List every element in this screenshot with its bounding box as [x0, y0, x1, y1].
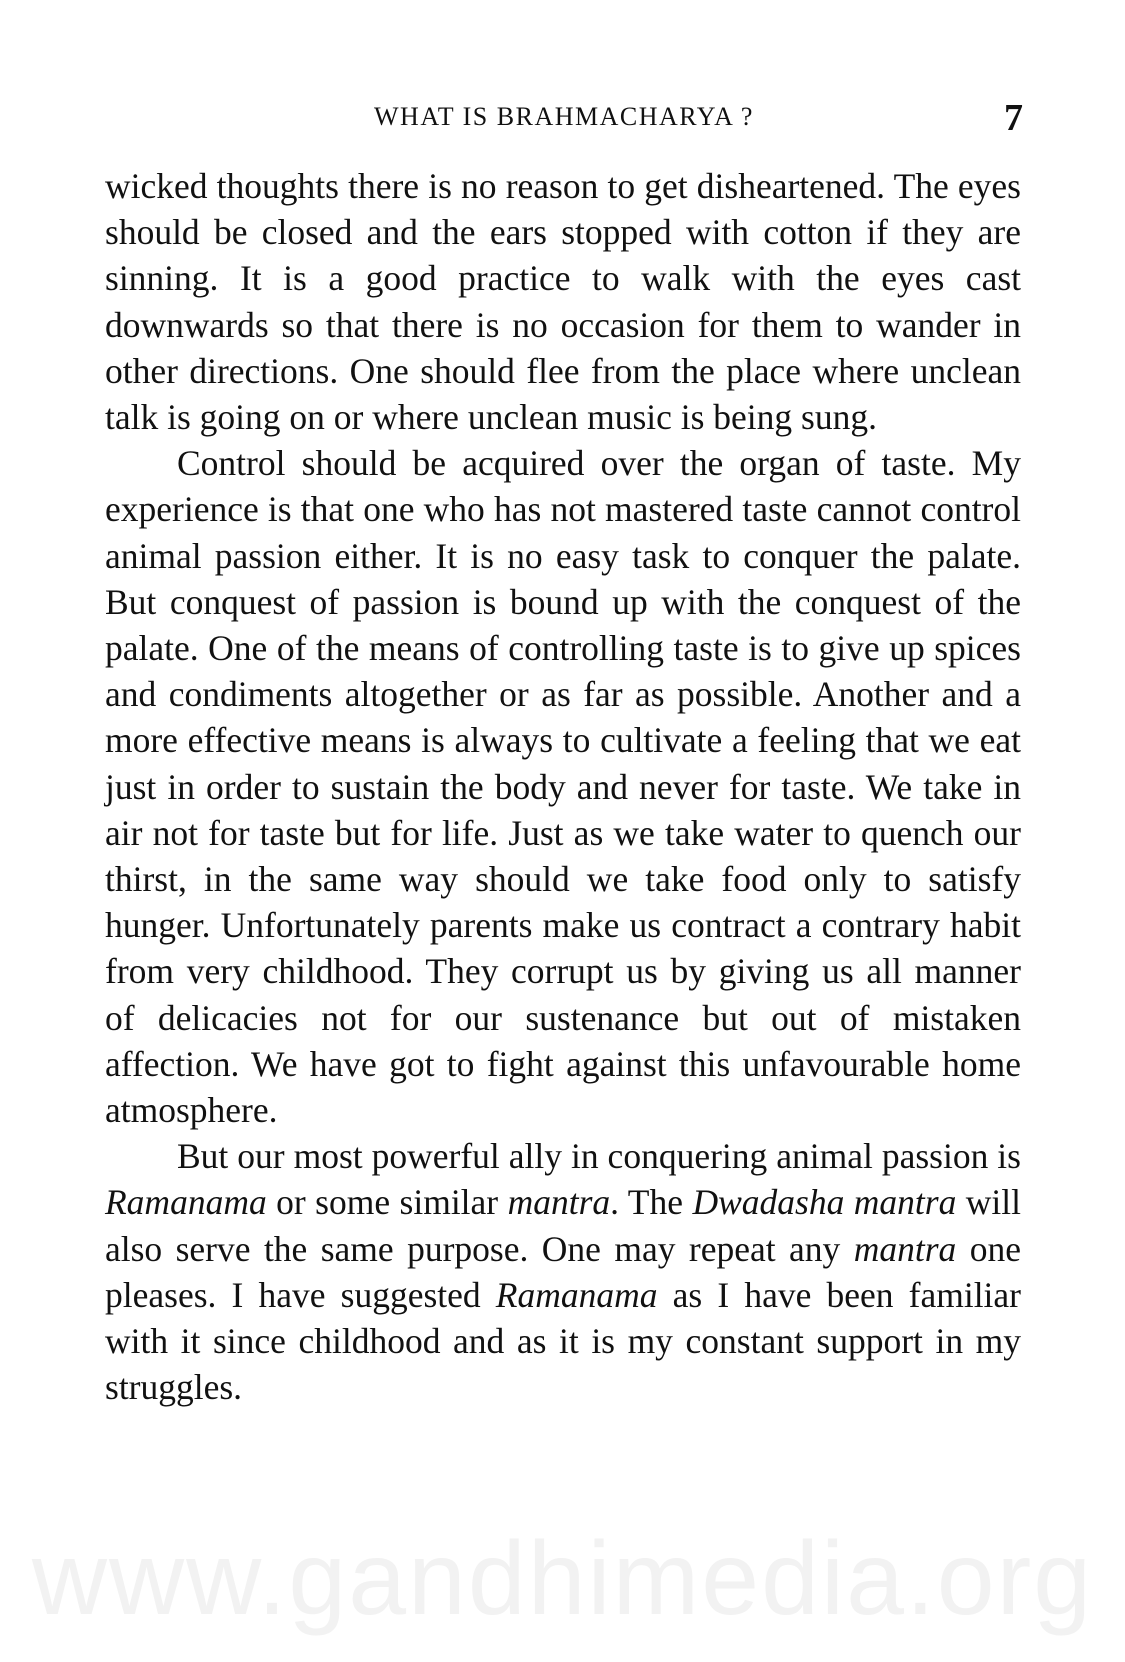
watermark: www.gandhimedia.org [31, 1521, 1094, 1637]
paragraph-1 [105, 163, 1021, 440]
text-run: or some similar [266, 1182, 508, 1223]
italic-term: mantra [507, 1182, 611, 1223]
text-run: as I have been familiar with it since childhood and as it is my constant support in my struggles. [105, 1274, 1021, 1408]
text-run: wicked thoughts there is no reason to get disheartened. The eyes should be closed and the ears stopped with cotton if they are sinning. It is a good practice to walk with the eyes cast downwards so that there is no occasion for them to wander in other directions. One should flee from the place where unclean talk is going on or where unclean music is being sung. [105, 166, 1021, 438]
text-run: will also serve the same purpose. One may repeat any [105, 1182, 1021, 1269]
italic-term: Dwadasha mantra [692, 1182, 957, 1223]
paragraph-2 [105, 440, 1021, 1133]
italic-term: mantra [853, 1228, 957, 1269]
paragraph-3 [105, 1133, 1021, 1410]
running-head [105, 98, 1023, 138]
running-title: WHAT IS BRAHMACHARYA ? [374, 102, 754, 131]
text-run: Control should be acquired over the organ of taste. My experience is that one who has not mastered taste cannot control animal passion either. It is no easy task to conquer the palate. But conquest of passion is bound up with the conquest of the palate. One of the means of controlling taste is to give up spices and condiments altogether or as far as possible. Another and a more effective means is always to cultivate a feeling that we eat just in order to sustain the body and never for taste. We take in air not for taste but for life. Just as we take water to quench our thirst, in the same way should we take food only to satisfy hunger. Unfortunately parents make us contract a contrary habit from very childhood. They corrupt us by giving us all manner of delicacies not for our sustenance but out of mistaken affection. We have got to fight against this unfavourable home atmosphere. [105, 443, 1021, 1131]
body-text [105, 163, 1021, 1410]
italic-term: Ramanama [105, 1182, 267, 1223]
italic-term: Ramanama [495, 1274, 658, 1315]
text-run: one pleases. I have suggested [105, 1228, 1021, 1315]
page-number: 7 [1004, 97, 1023, 139]
text-run: . The [610, 1182, 693, 1223]
text-run: But our most powerful ally in conquering animal passion is [177, 1136, 1021, 1177]
